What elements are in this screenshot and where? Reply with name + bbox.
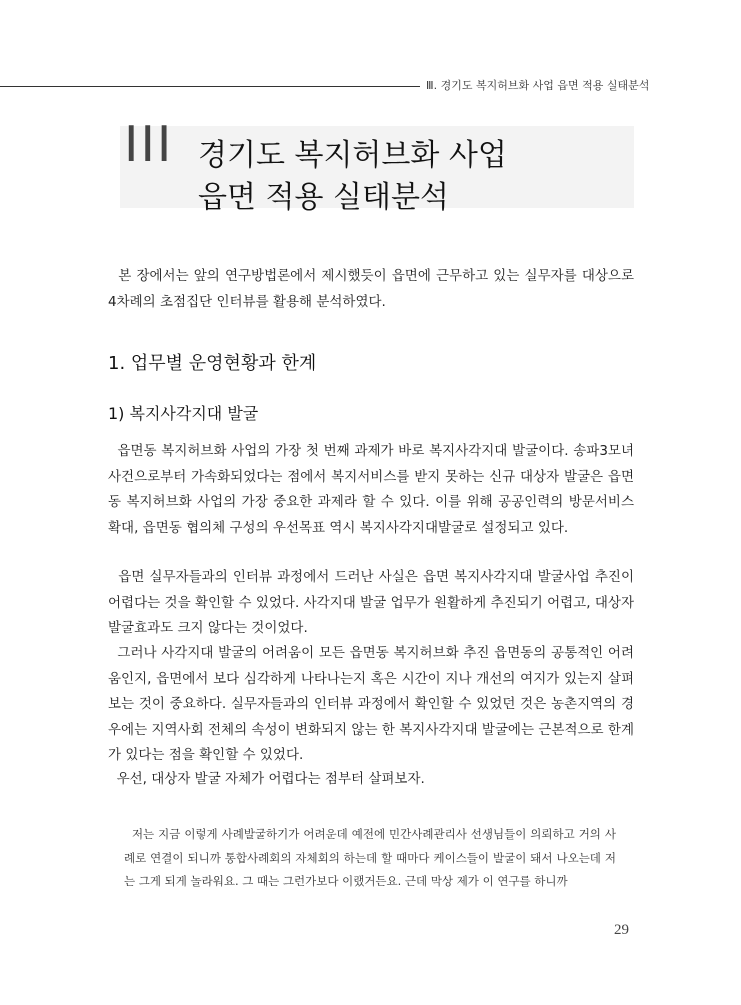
chapter-title-line1: 경기도 복지허브화 사업 [198, 138, 507, 173]
intro-paragraph: 본 장에서는 앞의 연구방법론에서 제시했듯이 읍면에 근무하고 있는 실무자를 대상으로 4차례의 초점집단 인터뷰를 활용해 분석하였다. [108, 268, 634, 310]
running-head: Ⅲ. 경기도 복지허브화 사업 읍면 적용 실태분석 [426, 79, 650, 92]
page-number: 29 [614, 922, 629, 938]
subsection-heading: 1) 복지사각지대 발굴 [108, 404, 259, 423]
section-heading: 1. 업무별 운영현황과 한계 [108, 353, 317, 374]
body-paragraph: 읍면 실무자들과의 인터뷰 과정에서 드러난 사실은 읍면 복지사각지대 발굴사업 추진이 어렵다는 것을 확인할 수 있었다. 사각지대 발굴 업무가 원활하게 추진되기 어렵고, 대상자 발굴효과도 크지 않다는 것이었다. [108, 569, 634, 636]
interview-quote: 저는 지금 이렇게 사례발굴하기가 어려운데 예전에 민간사례관리사 선생님들이 의뢰하고 거의 사례로 연결이 되니까 통합사례회의 자체회의 하는데 할 때마다 케이스들이 발굴이 돼서 나오는데 저는 그게 되게 놀라워요. 그 때는 그런가보다 이랬거든요. 근데 막상 제가 이 연구를 하니까 [124, 827, 616, 888]
chapter-number: III [124, 115, 174, 173]
body-paragraph: 우선, 대상자 발굴 자체가 어렵다는 점부터 살펴보자. [108, 771, 425, 787]
body-paragraph: 읍면동 복지허브화 사업의 가장 첫 번째 과제가 바로 복지사각지대 발굴이다. 송파3모녀 사건으로부터 가속화되었다는 점에서 복지서비스를 받지 못하는 신규 대상자 발굴은 읍면동 복지허브화 사업의 가장 중요한 과제라 할 수 있다. 이를 위해 공공인력의 방문서비스 확대, 읍면동 협의체 구성의 우선목표 역시 복지사각지대발굴로 설정되고 있다. [108, 443, 634, 536]
chapter-title-line2: 읍면 적용 실태분석 [198, 180, 449, 215]
body-paragraph: 그러나 사각지대 발굴의 어려움이 모든 읍면동 복지허브화 추진 읍면동의 공통적인 어려움인지, 읍면에서 보다 심각하게 나타나는지 혹은 시간이 지나 개선의 여지가 있는지 살펴보는 것이 중요하다. 실무자들과의 인터뷰 과정에서 확인할 수 있었던 것은 농촌지역의 경우에는 지역사회 전체의 속성이 변화되지 않는 한 복지사각지대 발굴에는 근본적으로 한계가 있다는 점을 확인할 수 있었다. [108, 645, 634, 763]
header-rule [0, 86, 420, 87]
